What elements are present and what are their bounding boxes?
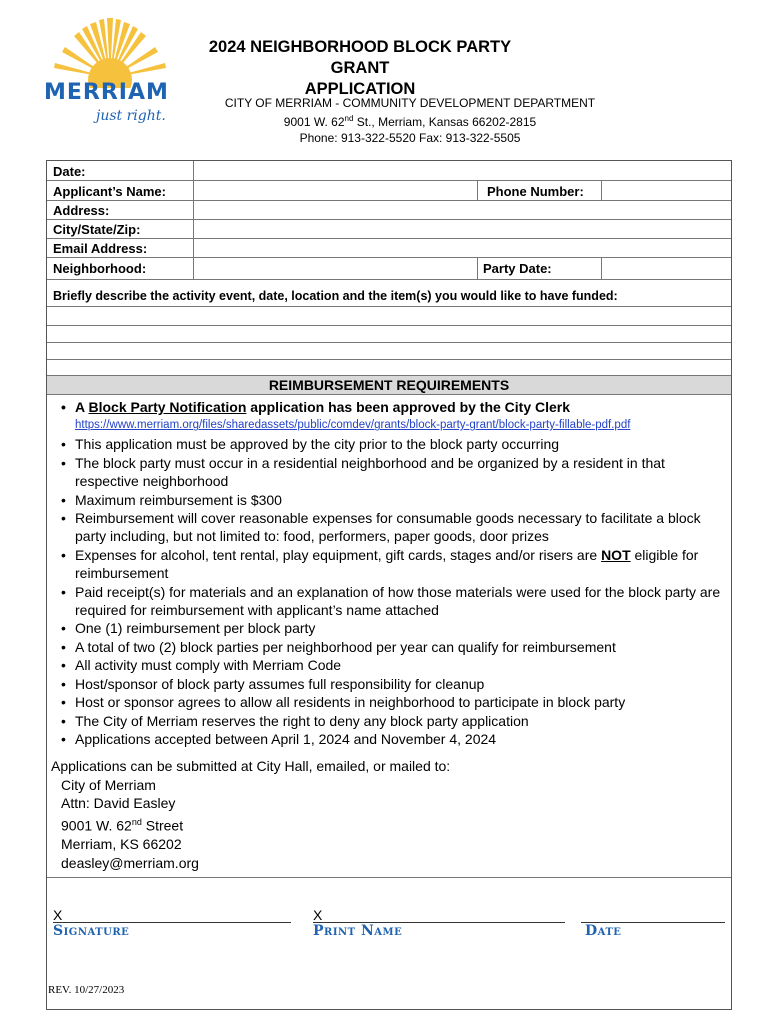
- phone-number-label: Phone Number:: [487, 184, 584, 199]
- list-item: • This application must be approved by the city prior to the block party occurring: [55, 435, 725, 453]
- list-item: • Expenses for alcohol, tent rental, play equipment, gift cards, stages and/or risers are NOT eligible for reimbursement: [55, 546, 725, 583]
- description-line-1[interactable]: [47, 307, 731, 326]
- block-party-notification-link[interactable]: Block Party Notification: [88, 399, 247, 415]
- description-line-3[interactable]: [47, 343, 731, 360]
- description-line-4[interactable]: [47, 360, 731, 376]
- requirements-list: [55, 398, 725, 748]
- submission-intro: Applications can be submitted at City Hall, emailed, or mailed to:: [51, 758, 451, 774]
- application-form: [46, 160, 732, 1010]
- neighborhood-row: [47, 258, 731, 280]
- mail-street: 9001 W. 62nd Street: [61, 816, 184, 834]
- description-header-row: [47, 285, 731, 307]
- list-item: • Paid receipt(s) for materials and an explanation of how those materials were used for the block party are required for reimbursement with applicant’s name attached: [55, 583, 725, 620]
- mail-org: City of Merriam: [61, 776, 156, 793]
- logo-wordmark: MERRIAM: [44, 80, 169, 105]
- signature-label: Signature: [53, 923, 130, 939]
- list-item: • Maximum reimbursement is $300: [55, 491, 725, 509]
- mail-city: Merriam, KS 66202: [61, 835, 182, 852]
- list-item: • All activity must comply with Merriam Code: [55, 656, 725, 674]
- list-item: • Host or sponsor agrees to allow all residents in neighborhood to participate in block party: [55, 693, 725, 711]
- list-item: • One (1) reimbursement per block party: [55, 619, 725, 637]
- mail-attn: Attn: David Easley: [61, 795, 176, 811]
- revision-date: REV. 10/27/2023: [48, 984, 125, 996]
- merriam-logo: [40, 8, 180, 128]
- department-address: 9001 W. 62nd St., Merriam, Kansas 66202-2815: [283, 114, 537, 129]
- description-line-2[interactable]: [47, 326, 731, 343]
- list-item: • Applications accepted between April 1, 2024 and November 4, 2024: [55, 730, 725, 748]
- print-name-x-mark: X: [313, 907, 323, 923]
- list-item: • Host/sponsor of block party assumes full responsibility for cleanup: [55, 675, 725, 693]
- contact-email[interactable]: deasley@merriam.org: [61, 855, 199, 871]
- department-name: CITY OF MERRIAM - COMMUNITY DEVELOPMENT DEPARTMENT: [224, 96, 596, 110]
- sun-icon: [40, 8, 180, 88]
- signature-date-label: Date: [585, 923, 622, 939]
- date-row: [47, 161, 731, 181]
- signature-x-mark: X: [53, 907, 63, 923]
- notification-url-link[interactable]: https://www.merriam.org/files/sharedassets/public/comdev/grants/block-party-grant/block-party-fillable-pdf.pdf: [75, 419, 631, 432]
- address-row: [47, 201, 731, 220]
- reimbursement-heading: REIMBURSEMENT REQUIREMENTS: [47, 376, 731, 395]
- print-name-label: Print Name: [313, 923, 403, 939]
- list-item: • A Block Party Notification application has been approved by the City Clerk: [55, 398, 725, 416]
- logo-tagline: just right.: [96, 108, 166, 124]
- email-address-label: Email Address:: [53, 241, 148, 256]
- submission-info: [51, 757, 450, 853]
- city-row: [47, 220, 731, 239]
- neighborhood-label: Neighborhood:: [53, 261, 147, 276]
- list-item: • A total of two (2) block parties per neighborhood per year can qualify for reimbursement: [55, 638, 725, 656]
- description-label: Briefly describe the activity event, date, location and the item(s) you would like to have funded:: [53, 289, 618, 303]
- list-item: • The City of Merriam reserves the right to deny any block party application: [55, 712, 725, 730]
- name-row: [47, 181, 731, 201]
- department-info: [190, 95, 630, 146]
- email-row: [47, 239, 731, 258]
- date-label: Date:: [53, 164, 86, 179]
- list-item: • The block party must occur in a residential neighborhood and be organized by a resident in that respective neighborhood: [55, 454, 725, 491]
- party-date-label: Party Date:: [483, 261, 552, 276]
- applicant-name-label: Applicant’s Name:: [53, 184, 166, 199]
- page-title: 2024 NEIGHBORHOOD BLOCK PARTY GRANT APPLICATION: [208, 38, 512, 98]
- list-item: • Reimbursement will cover reasonable expenses for consumable goods necessary to facilitate a block party including, but not limited to: food, performers, paper goods, door prizes: [55, 509, 725, 546]
- city-state-zip-label: City/State/Zip:: [53, 222, 141, 237]
- address-label: Address:: [53, 203, 110, 218]
- department-phone: Phone: 913-322-5520 Fax: 913-322-5505: [299, 131, 521, 145]
